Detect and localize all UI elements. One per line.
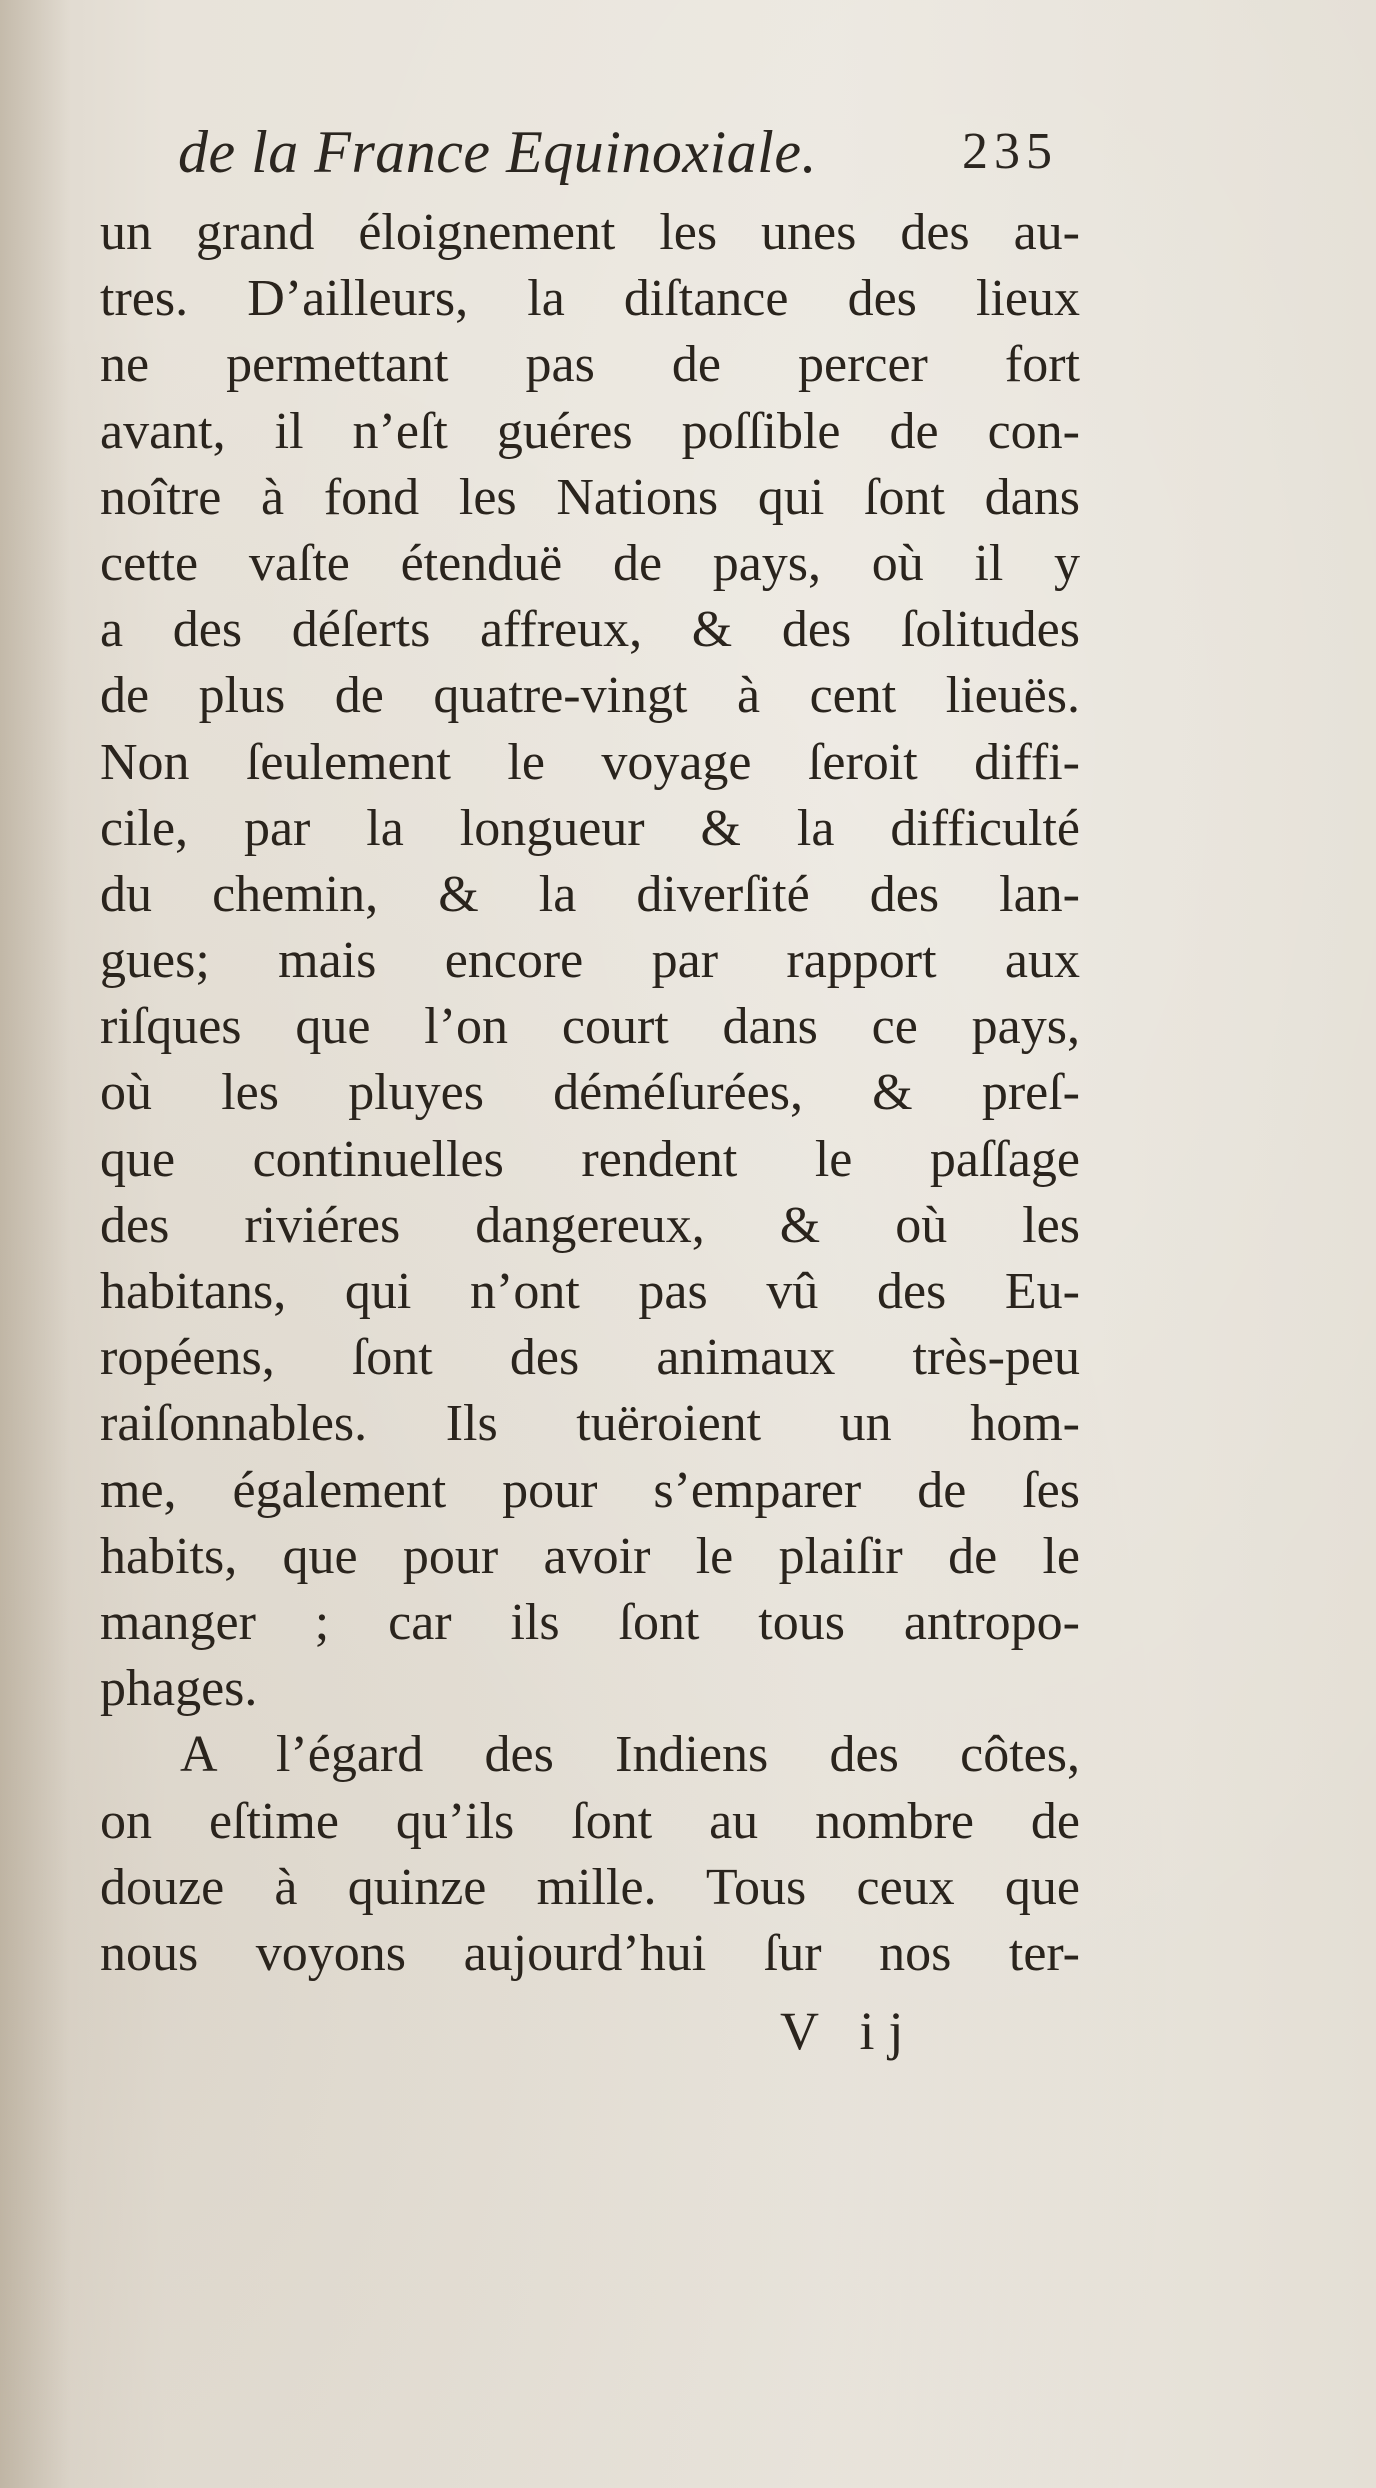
paragraph-start-line: A l’égard des Indiens des côtes, <box>180 1726 1080 1784</box>
text-line: on eſtime qu’ils ſont au nombre de <box>100 1792 1080 1850</box>
page-number: 235 <box>962 123 1058 180</box>
text-line: habits, que pour avoir le plaiſir de le <box>100 1527 1080 1585</box>
text-line: du chemin, & la diverſité des lan- <box>100 865 1080 923</box>
body-text <box>100 200 1080 1987</box>
gutter-shadow <box>0 0 70 2488</box>
text-line: raiſonnables. Ils tuëroient un hom- <box>100 1395 1080 1453</box>
text-line: des riviéres dangereux, & où les <box>100 1196 1080 1254</box>
text-line: habitans, qui n’ont pas vû des Eu- <box>100 1263 1080 1320</box>
running-title: de la France Equinoxiale. <box>178 119 817 185</box>
text-line: phages. <box>100 1660 258 1718</box>
text-line: nous voyons aujourd’hui ſur nos ter- <box>100 1924 1080 1982</box>
text-line: douze à quinze mille. Tous ceux que <box>100 1858 1080 1916</box>
text-line: que continuelles rendent le paſſage <box>100 1130 1080 1188</box>
text-line: me, également pour s’emparer de ſes <box>100 1461 1080 1519</box>
text-line: ropéens, ſont des animaux très-peu <box>100 1329 1080 1387</box>
text-line: cette vaſte étenduë de pays, où il y <box>100 534 1080 592</box>
text-line: cile, par la longueur & la difficulté <box>100 799 1080 857</box>
text-line: manger ; car ils ſont tous antropo- <box>100 1593 1080 1651</box>
text-line: gues; mais encore par rapport aux <box>100 932 1080 990</box>
text-line: ne permettant pas de percer fort <box>100 336 1080 394</box>
text-line: de plus de quatre-vingt à cent lieuës. <box>100 667 1080 725</box>
text-line: un grand éloignement les unes des au- <box>100 204 1080 261</box>
text-line: a des déſerts affreux, & des ſolitudes <box>100 601 1080 659</box>
text-line: avant, il n’eſt guéres poſſible de con- <box>100 402 1080 460</box>
text-line: riſques que l’on court dans ce pays, <box>100 998 1080 1056</box>
signature-mark: V ij <box>780 2001 918 2061</box>
text-line: Non ſeulement le voyage ſeroit diffi- <box>100 733 1080 791</box>
running-head <box>178 118 1058 198</box>
text-line: noître à fond les Nations qui ſont dans <box>100 468 1080 526</box>
text-line: où les pluyes déméſurées, & preſ- <box>100 1064 1080 1122</box>
text-line: tres. D’ailleurs, la diſtance des lieux <box>100 270 1080 328</box>
